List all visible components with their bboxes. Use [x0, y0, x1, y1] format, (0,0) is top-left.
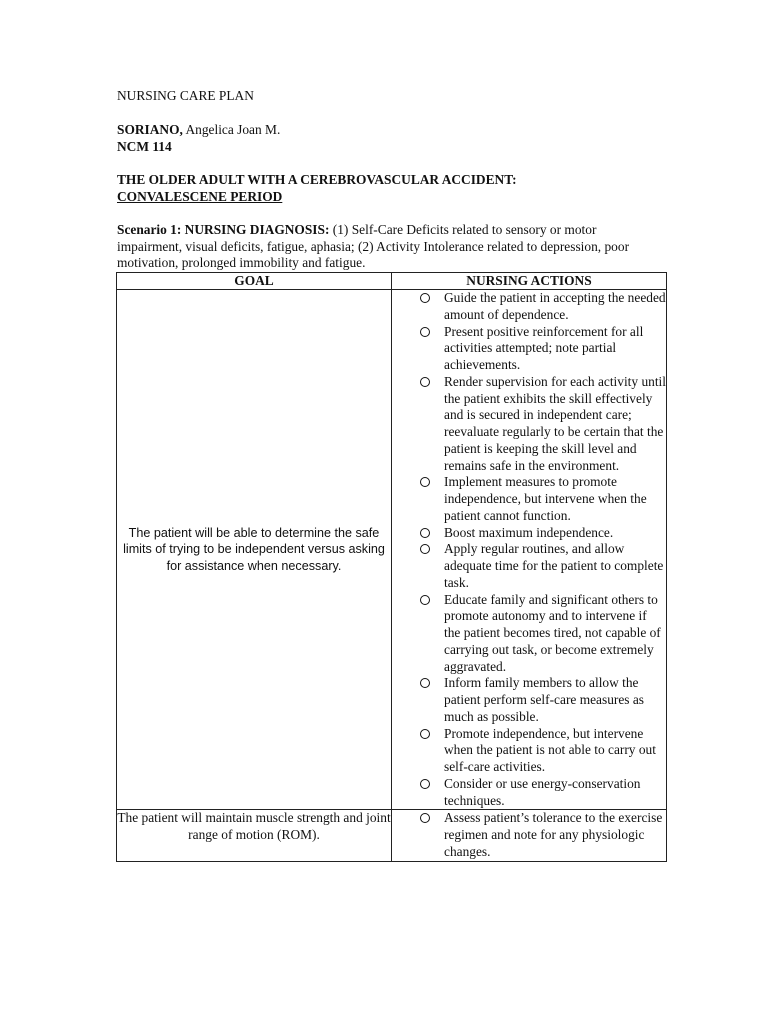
actions-list [392, 810, 666, 860]
author-surname: SORIANO, [117, 122, 183, 137]
table-header-row [117, 273, 667, 290]
action-text: Render supervision for each activity until the patient exhibits the skill effectively and is secured in independent care; reevaluate regularly to be certain that the patient is keeping the skill level and remains safe in the environment. [444, 373, 666, 473]
goal-cell: The patient will maintain muscle strength and joint range of motion (ROM). [117, 810, 392, 861]
course-code: NCM 114 [117, 139, 172, 154]
circle-bullet-icon [420, 813, 430, 823]
circle-bullet-icon [420, 377, 430, 387]
scenario-label: Scenario 1: NURSING DIAGNOSIS: [117, 222, 330, 237]
circle-bullet-icon [420, 544, 430, 554]
list-item [392, 592, 666, 676]
circle-bullet-icon [420, 528, 430, 538]
goal-cell: The patient will be able to determine the safe limits of trying to be independent versus asking for assistance when necessary. [117, 290, 392, 810]
list-item [392, 525, 666, 542]
action-text: Inform family members to allow the patient perform self-care measures as much as possible. [444, 675, 645, 724]
circle-bullet-icon [420, 729, 430, 739]
list-item [392, 474, 666, 524]
document-title: NURSING CARE PLAN [117, 88, 254, 103]
action-text: Consider or use energy-conservation techniques. [444, 775, 641, 808]
list-item [392, 374, 666, 475]
action-text: Educate family and significant others to promote autonomy and to intervene if the patient becomes tired, not capable of carrying out task, or become extremely aggravated. [444, 591, 661, 674]
heading-line-2: CONVALESCENE PERIOD [117, 189, 283, 204]
action-text: Present positive reinforcement for all activities attempted; note partial achievements. [444, 323, 644, 372]
table-row [117, 290, 667, 810]
list-item [392, 290, 666, 324]
list-item [392, 675, 666, 725]
circle-bullet-icon [420, 327, 430, 337]
action-text: Boost maximum independence. [444, 524, 614, 540]
action-text: Promote independence, but intervene when the patient is not able to carry out self-care activities. [444, 725, 656, 774]
circle-bullet-icon [420, 595, 430, 605]
action-text: Apply regular routines, and allow adequate time for the patient to complete task. [444, 541, 664, 590]
list-item [392, 776, 666, 810]
actions-list [392, 290, 666, 809]
care-plan-table [116, 272, 667, 862]
circle-bullet-icon [420, 477, 430, 487]
scenario-text: (1) Self-Care Deficits related to sensory or motor impairment, visual deficits, fatigue, aphasia; (2) Activity Intolerance related to depression, poor motivation, prolonged immobility and fatigue. [117, 222, 630, 271]
action-text: Assess patient’s tolerance to the exercise regimen and note for any physiologic changes. [444, 810, 663, 859]
scenario-paragraph [117, 222, 657, 272]
heading-line-1: THE OLDER ADULT WITH A CEREBROVASCULAR ACCIDENT: [117, 172, 517, 187]
circle-bullet-icon [420, 678, 430, 688]
list-item [392, 324, 666, 374]
action-text: Implement measures to promote independence, but intervene when the patient cannot function. [444, 474, 647, 523]
author-given-name: Angelica Joan M. [182, 122, 281, 137]
table-row [117, 810, 667, 861]
list-item [392, 726, 666, 776]
circle-bullet-icon [420, 293, 430, 303]
circle-bullet-icon [420, 779, 430, 789]
goal-column-header: GOAL [117, 273, 392, 290]
action-text: Guide the patient in accepting the needed amount of dependence. [444, 290, 666, 322]
author-name [117, 122, 280, 138]
actions-cell [392, 290, 667, 810]
actions-cell [392, 810, 667, 861]
actions-column-header: NURSING ACTIONS [392, 273, 667, 290]
list-item [392, 541, 666, 591]
list-item [392, 810, 666, 860]
